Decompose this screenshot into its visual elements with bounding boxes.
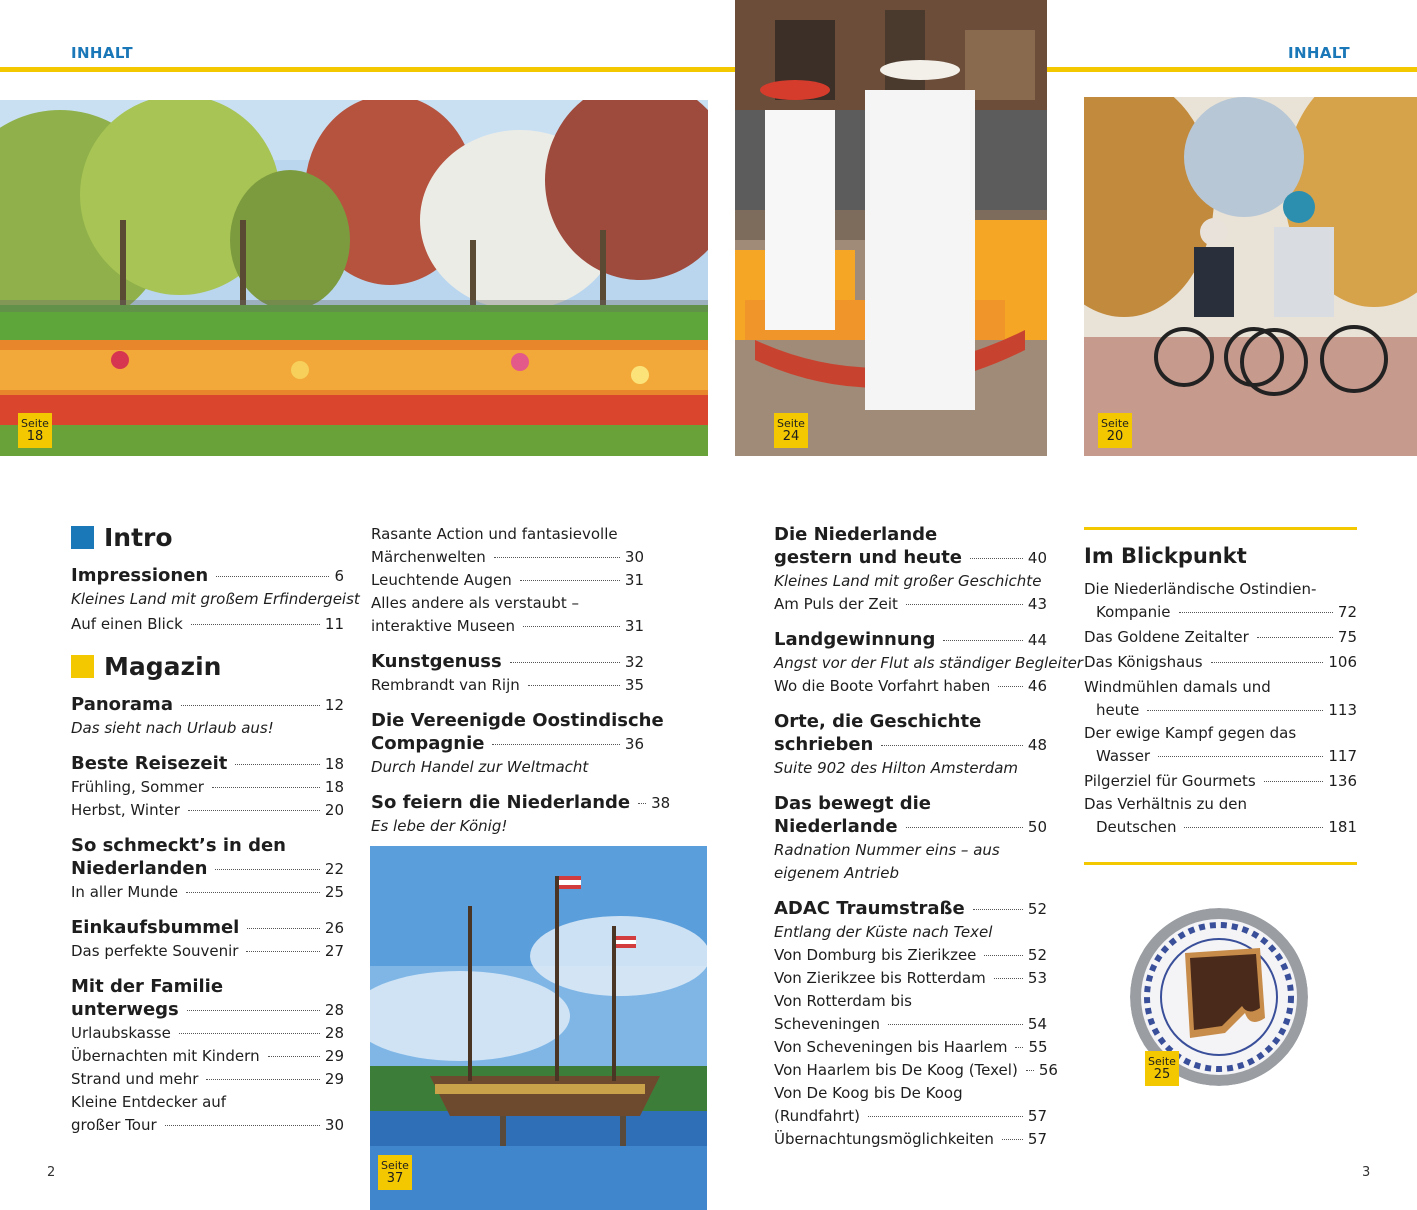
section-magazin: Magazin xyxy=(71,652,344,681)
toc-entry-interaktive-museen[interactable]: Alles andere als verstaubt – interaktive Museen 31 xyxy=(371,594,644,635)
toc-entry-panorama[interactable]: Panorama 12 Das sieht nach Urlaub aus! xyxy=(71,694,344,737)
toc-entry-adac-traumstrasse[interactable]: ADAC Traumstraße 52 Entlang der Küste nach Texel Von Domburg bis Zierikzee 52 Von Zierikzee bis Rotterdam 53 Von Rotterdam bis Scheveningen 54 Von Scheveningen bis Haarlem 55 Von Haarlem bis De Koog (Texel) 56 Von De Koog bis De Koog (Rundfahrt) 57 Übernachtungsmöglichkeiten 57 xyxy=(774,898,1058,1148)
cheese-market-photo xyxy=(735,0,1047,456)
header-rule-left xyxy=(0,67,735,72)
toc-entry-verhaeltnis[interactable]: Das Verhältnis zu den Deutschen 181 xyxy=(1084,795,1357,836)
toc-entry-ewiger-kampf[interactable]: Der ewige Kampf gegen das Wasser 117 xyxy=(1084,724,1357,765)
page-badge: Seite 25 xyxy=(1145,1051,1179,1086)
tulip-park-photo xyxy=(0,100,708,456)
header-rule-right xyxy=(1047,67,1417,72)
toc-entry-orte-geschichte[interactable]: Orte, die Geschichte schrieben 48 Suite 902 des Hilton Amsterdam xyxy=(774,711,1047,777)
page-badge: Seite 20 xyxy=(1098,413,1132,448)
toc-entry-das-bewegt[interactable]: Das bewegt die Niederlande 50 Radnation Nummer eins – aus eigenem Antrieb xyxy=(774,793,1047,882)
toc-column-4 xyxy=(1084,532,1357,839)
toc-column-1 xyxy=(71,523,360,1149)
running-header-right: INHALT xyxy=(1288,44,1351,62)
toc-entry-windmuehlen[interactable]: Windmühlen damals und heute 113 xyxy=(1084,678,1357,719)
page-badge: Seite 18 xyxy=(18,413,52,448)
page-number-right: 3 xyxy=(1362,1165,1371,1180)
toc-entry-ostindien[interactable]: Die Niederländische Ostindien- Kompanie 72 xyxy=(1084,580,1357,621)
toc-entry-kunstgenuss[interactable]: Kunstgenuss 32 Rembrandt van Rijn 35 xyxy=(371,651,644,694)
toc-entry-koenigshaus[interactable]: Das Königshaus 106 xyxy=(1084,653,1357,671)
toc-entry-voc[interactable]: Die Vereenigde Oostindische Compagnie 36 Durch Handel zur Weltmacht xyxy=(371,710,664,776)
toc-entry-leuchtende-augen[interactable]: Leuchtende Augen 31 xyxy=(371,571,644,589)
toc-entry-goldenes-zeitalter[interactable]: Das Goldene Zeitalter 75 xyxy=(1084,628,1357,646)
page-badge: Seite 37 xyxy=(378,1155,412,1190)
yellow-square-icon xyxy=(71,655,94,678)
toc-entry-mit-der-familie[interactable]: Mit der Familie unterwegs 28 Urlaubskasse 28 Übernachten mit Kindern 29 Strand und mehr 29 Kleine Entdecker auf großer Tour 30 xyxy=(71,976,344,1134)
voc-ship-photo xyxy=(370,846,707,1210)
blue-square-icon xyxy=(71,526,94,549)
toc-entry-gestern-und-heute[interactable]: Die Niederlande gestern und heute 40 Kleines Land mit großer Geschichte Am Puls der Zeit 43 xyxy=(774,524,1047,613)
toc-column-3 xyxy=(774,523,1083,1163)
running-header-left: INHALT xyxy=(71,44,134,62)
toc-entry-pilgerziel[interactable]: Pilgerziel für Gourmets 136 xyxy=(1084,772,1357,790)
section-intro: Intro xyxy=(71,523,344,552)
blickpunkt-rule-top xyxy=(1084,527,1357,530)
page-badge: Seite 24 xyxy=(774,413,808,448)
toc-entry-impressionen[interactable]: Impressionen 6 Kleines Land mit großem Erfindergeist xyxy=(71,565,360,608)
blickpunkt-rule-bottom xyxy=(1084,862,1357,865)
toc-entry-so-schmeckts[interactable]: So schmeckt’s in den Niederlanden 22 In aller Munde 25 xyxy=(71,835,344,901)
toc-entry-landgewinnung[interactable]: Landgewinnung 44 Angst vor der Flut als ständiger Begleiter Wo die Boote Vorfahrt haben 46 xyxy=(774,629,1083,695)
page-number-left: 2 xyxy=(47,1165,56,1180)
toc-entry-einkaufsbummel[interactable]: Einkaufsbummel 26 Das perfekte Souvenir 27 xyxy=(71,917,344,960)
blickpunkt-title: Im Blickpunkt xyxy=(1084,544,1247,568)
toc-entry-so-feiern[interactable]: So feiern die Niederlande 38 Es lebe der König! xyxy=(371,792,671,835)
toc-entry-beste-reisezeit[interactable]: Beste Reisezeit 18 Frühling, Sommer 18 Herbst, Winter 20 xyxy=(71,753,344,819)
toc-column-2 xyxy=(371,523,671,850)
cyclists-photo xyxy=(1084,97,1417,456)
toc-entry-auf-einen-blick[interactable]: Auf einen Blick 11 xyxy=(71,615,344,633)
toc-entry-rasante-action[interactable]: Rasante Action und fantasievolle Märchenwelten 30 xyxy=(371,525,644,566)
